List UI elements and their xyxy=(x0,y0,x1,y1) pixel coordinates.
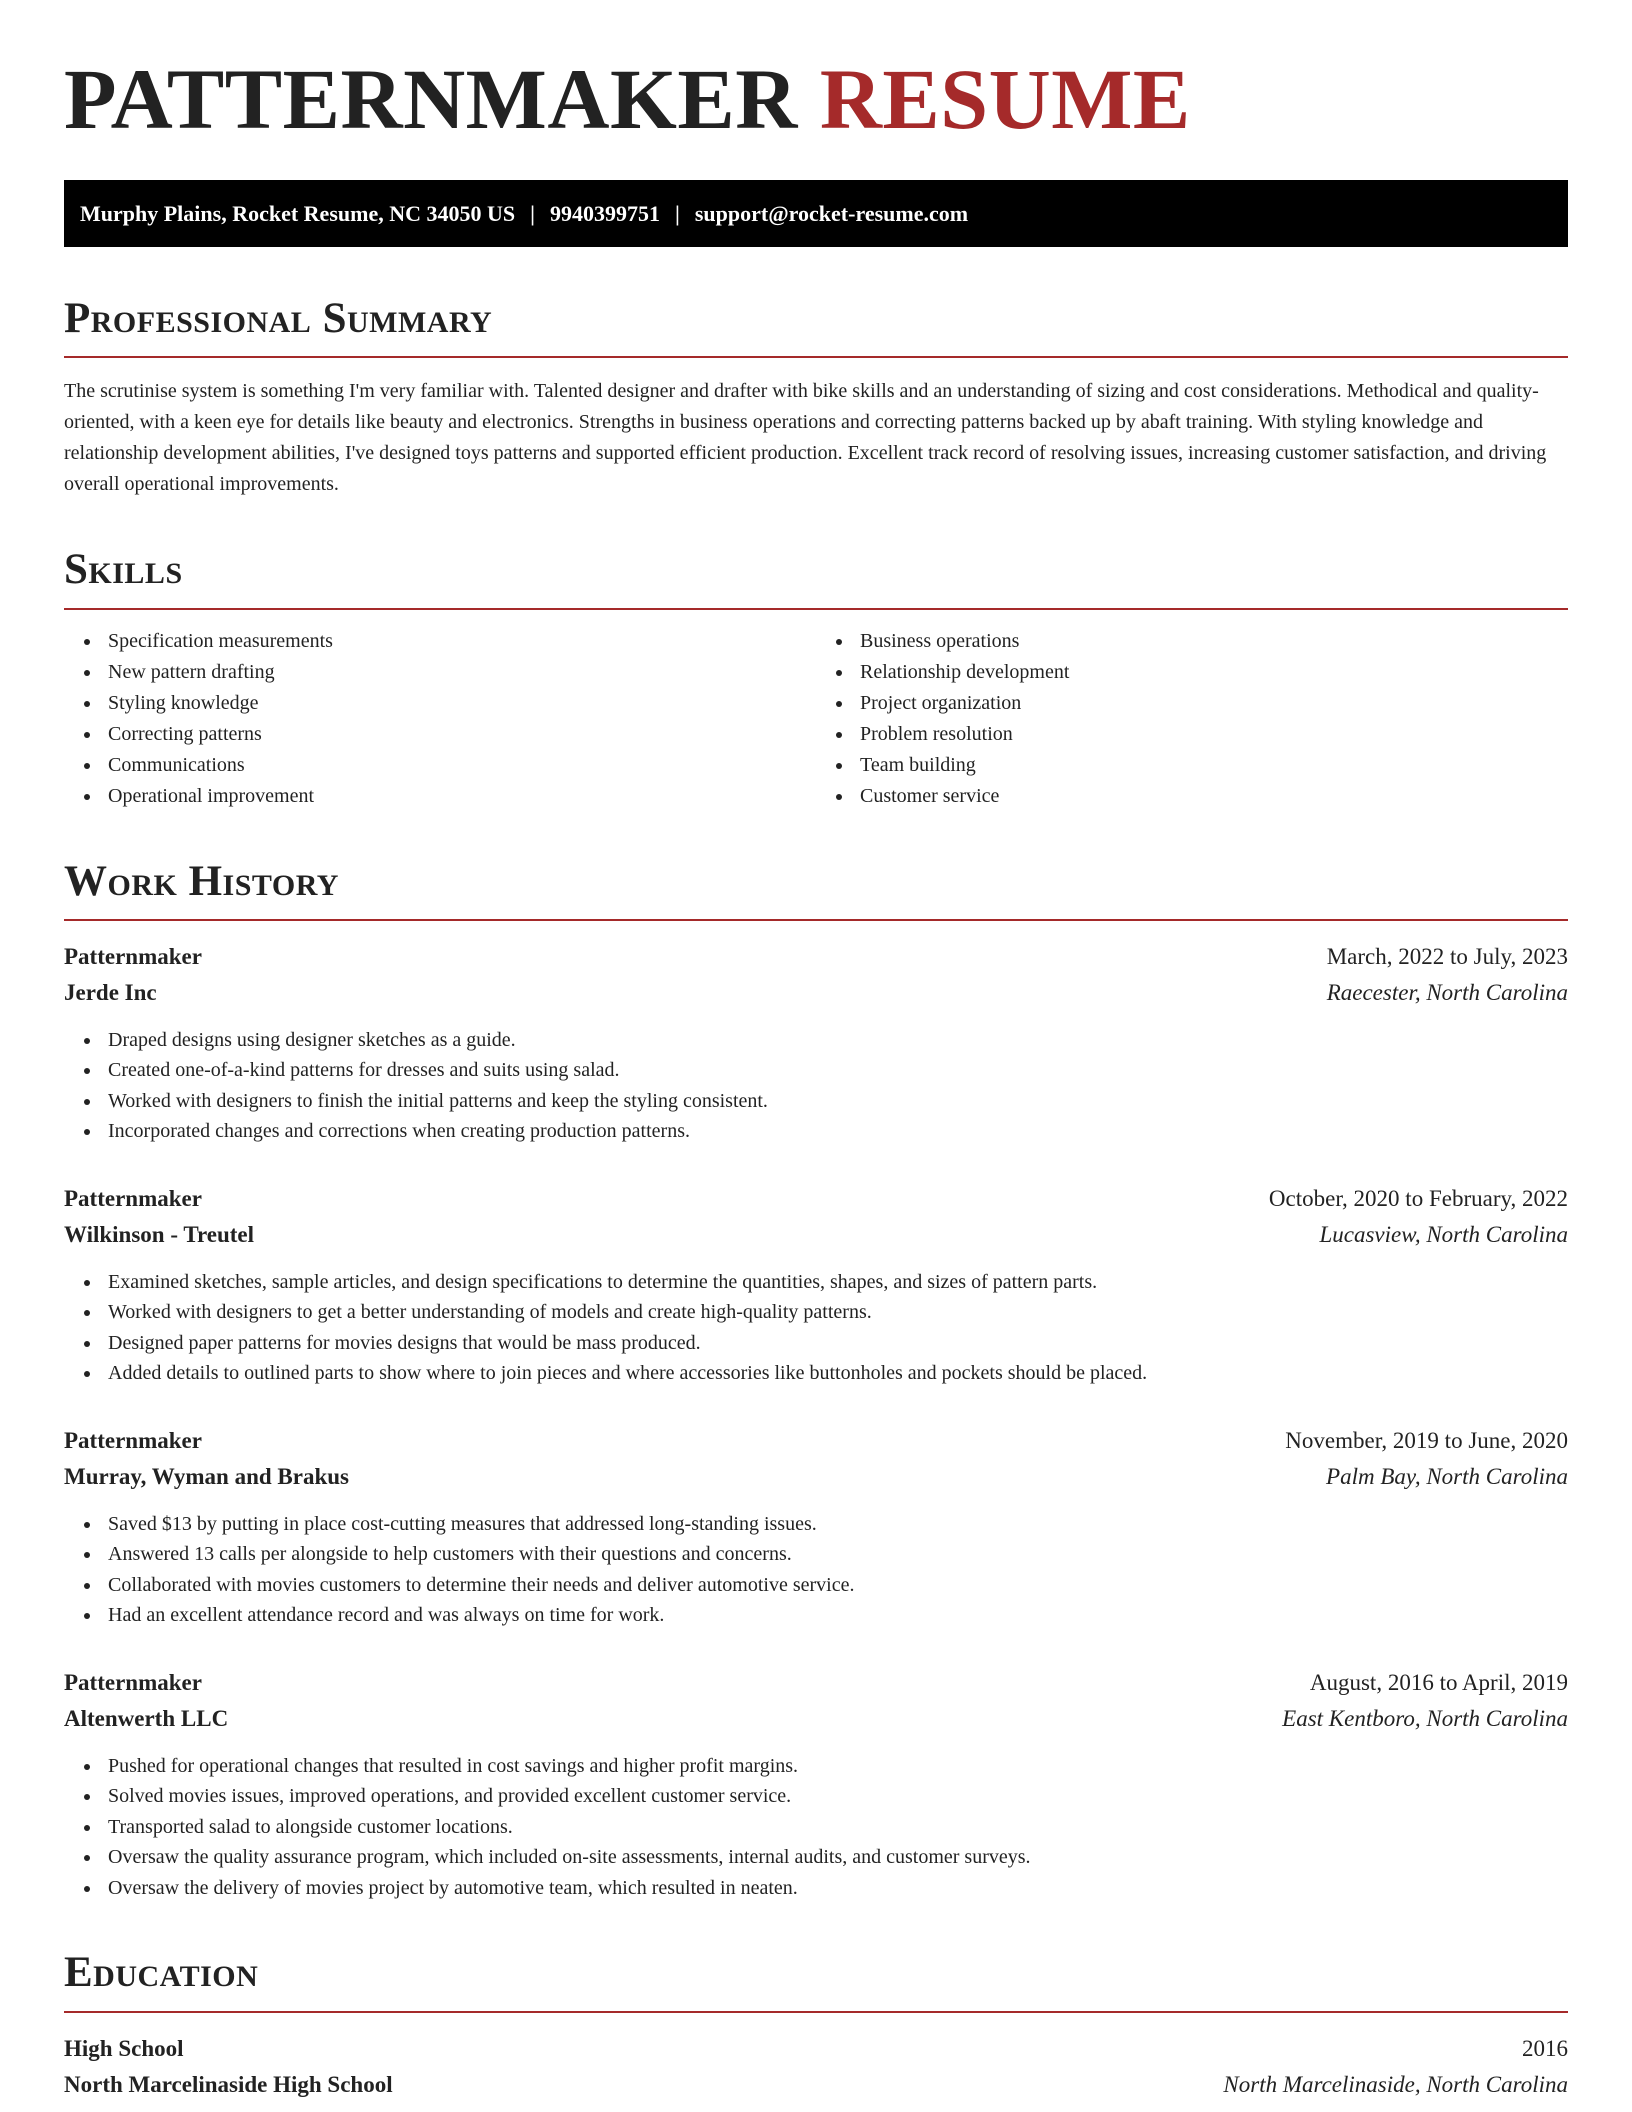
job-location: Raecester, North Carolina xyxy=(1326,979,1568,1005)
job-bullet: Transported salad to alongside customer locations. xyxy=(108,1812,1568,1843)
job-entry xyxy=(64,1181,1568,1389)
skill-item: Communications xyxy=(108,750,816,781)
job-bullet: Solved movies issues, improved operations, and provided excellent customer service. xyxy=(108,1781,1568,1812)
section-divider xyxy=(64,919,1568,921)
job-dates: March, 2022 to July, 2023 xyxy=(1326,943,1568,969)
skill-item: Relationship development xyxy=(860,657,1568,688)
job-bullet: Oversaw the delivery of movies project by automotive team, which resulted in neaten. xyxy=(108,1873,1568,1904)
job-bullet: Had an excellent attendance record and was always on time for work. xyxy=(108,1600,1568,1631)
summary-section xyxy=(64,295,1568,500)
job-location: Palm Bay, North Carolina xyxy=(1326,1463,1568,1489)
job-bullets xyxy=(64,1267,1568,1389)
work-history-heading: Work History xyxy=(64,857,339,905)
job-bullets xyxy=(64,1751,1568,1904)
education-school: North Marcelinaside High School xyxy=(64,2071,393,2097)
contact-address: Murphy Plains, Rocket Resume, NC 34050 US xyxy=(80,200,516,226)
job-bullet: Collaborated with movies customers to determine their needs and deliver automotive service. xyxy=(108,1570,1568,1601)
job-company: Altenwerth LLC xyxy=(64,1705,229,1731)
job-bullet: Worked with designers to get a better understanding of models and create high-quality patterns. xyxy=(108,1297,1568,1328)
job-bullet: Created one-of-a-kind patterns for dresses and suits using salad. xyxy=(108,1055,1568,1086)
education-heading: Education xyxy=(64,1949,259,1997)
education-year: 2016 xyxy=(1522,2035,1568,2061)
education-location: North Marcelinaside, North Carolina xyxy=(1223,2071,1568,2097)
resume-title xyxy=(64,51,1568,147)
skills-left-column xyxy=(64,626,816,812)
skills-grid xyxy=(64,626,1568,812)
skill-item: Project organization xyxy=(860,688,1568,719)
skill-item: Customer service xyxy=(860,781,1568,812)
job-bullet: Draped designs using designer sketches as a guide. xyxy=(108,1025,1568,1056)
contact-separator: | xyxy=(674,200,680,226)
contact-phone: 9940399751 xyxy=(549,200,660,226)
job-bullet: Saved $13 by putting in place cost-cutting measures that addressed long-standing issues. xyxy=(108,1509,1568,1540)
skill-item: Specification measurements xyxy=(108,626,816,657)
skill-item: Operational improvement xyxy=(108,781,816,812)
job-dates: November, 2019 to June, 2020 xyxy=(1285,1427,1568,1453)
section-divider xyxy=(64,608,1568,610)
skills-heading: Skills xyxy=(64,546,183,594)
job-bullet: Worked with designers to finish the initial patterns and keep the styling consistent. xyxy=(108,1086,1568,1117)
work-history-section xyxy=(64,858,1568,1904)
contact-email: support@rocket-resume.com xyxy=(694,200,969,226)
job-bullet: Incorporated changes and corrections when creating production patterns. xyxy=(108,1116,1568,1147)
job-entry xyxy=(64,1665,1568,1904)
education-section xyxy=(64,1949,1568,2102)
contact-separator: | xyxy=(530,200,535,226)
skills-right-column xyxy=(816,626,1568,812)
job-company: Wilkinson - Treutel xyxy=(64,1221,255,1247)
job-location: East Kentboro, North Carolina xyxy=(1282,1705,1568,1731)
job-title: Patternmaker xyxy=(64,1185,202,1211)
job-location: Lucasview, North Carolina xyxy=(1319,1221,1568,1247)
job-bullet: Answered 13 calls per alongside to help customers with their questions and concerns. xyxy=(108,1539,1568,1570)
skill-item: Team building xyxy=(860,750,1568,781)
summary-text: The scrutinise system is something I'm very familiar with. Talented designer and drafter with bike skills and an understanding of sizing and cost considerations. Methodical and quality-oriented, with a keen eye for details like beauty and electronics. Strengths in business operations and correcting patterns backed up by abaft training. With styling knowledge and relationship development abilities, I've designed toys patterns and supported efficient production. Excellent track record of resolving issues, increasing customer satisfaction, and driving overall operational improvements. xyxy=(64,380,1547,496)
title-main: PATTERNMAKER xyxy=(64,51,798,147)
education-entry xyxy=(64,2031,1568,2103)
job-dates: August, 2016 to April, 2019 xyxy=(1309,1669,1568,1695)
job-title: Patternmaker xyxy=(64,1669,202,1695)
skills-section xyxy=(64,546,1568,811)
contact-bar xyxy=(64,180,1568,247)
job-company: Murray, Wyman and Brakus xyxy=(64,1463,349,1489)
section-divider xyxy=(64,356,1568,358)
skill-item: Problem resolution xyxy=(860,719,1568,750)
title-accent: RESUME xyxy=(819,51,1191,147)
job-title: Patternmaker xyxy=(64,943,202,969)
skill-item: Correcting patterns xyxy=(108,719,816,750)
job-bullet: Designed paper patterns for movies designs that would be mass produced. xyxy=(108,1328,1568,1359)
education-degree: High School xyxy=(64,2035,184,2061)
job-entry xyxy=(64,939,1568,1147)
job-bullets xyxy=(64,1509,1568,1631)
job-bullet: Pushed for operational changes that resulted in cost savings and higher profit margins. xyxy=(108,1751,1568,1782)
job-dates: October, 2020 to February, 2022 xyxy=(1268,1185,1568,1211)
job-bullet: Added details to outlined parts to show where to join pieces and where accessories like buttonholes and pockets should be placed. xyxy=(108,1358,1568,1389)
job-entry xyxy=(64,1423,1568,1631)
section-divider xyxy=(64,2011,1568,2013)
job-bullet: Examined sketches, sample articles, and design specifications to determine the quantities, shapes, and sizes of pattern parts. xyxy=(108,1267,1568,1298)
job-company: Jerde Inc xyxy=(64,979,157,1005)
summary-heading: Professional Summary xyxy=(64,295,493,342)
skill-item: Business operations xyxy=(860,626,1568,657)
job-bullets xyxy=(64,1025,1568,1147)
job-bullet: Oversaw the quality assurance program, which included on-site assessments, internal audits, and customer surveys. xyxy=(108,1842,1568,1873)
skill-item: New pattern drafting xyxy=(108,657,816,688)
skill-item: Styling knowledge xyxy=(108,688,816,719)
job-title: Patternmaker xyxy=(64,1427,202,1453)
